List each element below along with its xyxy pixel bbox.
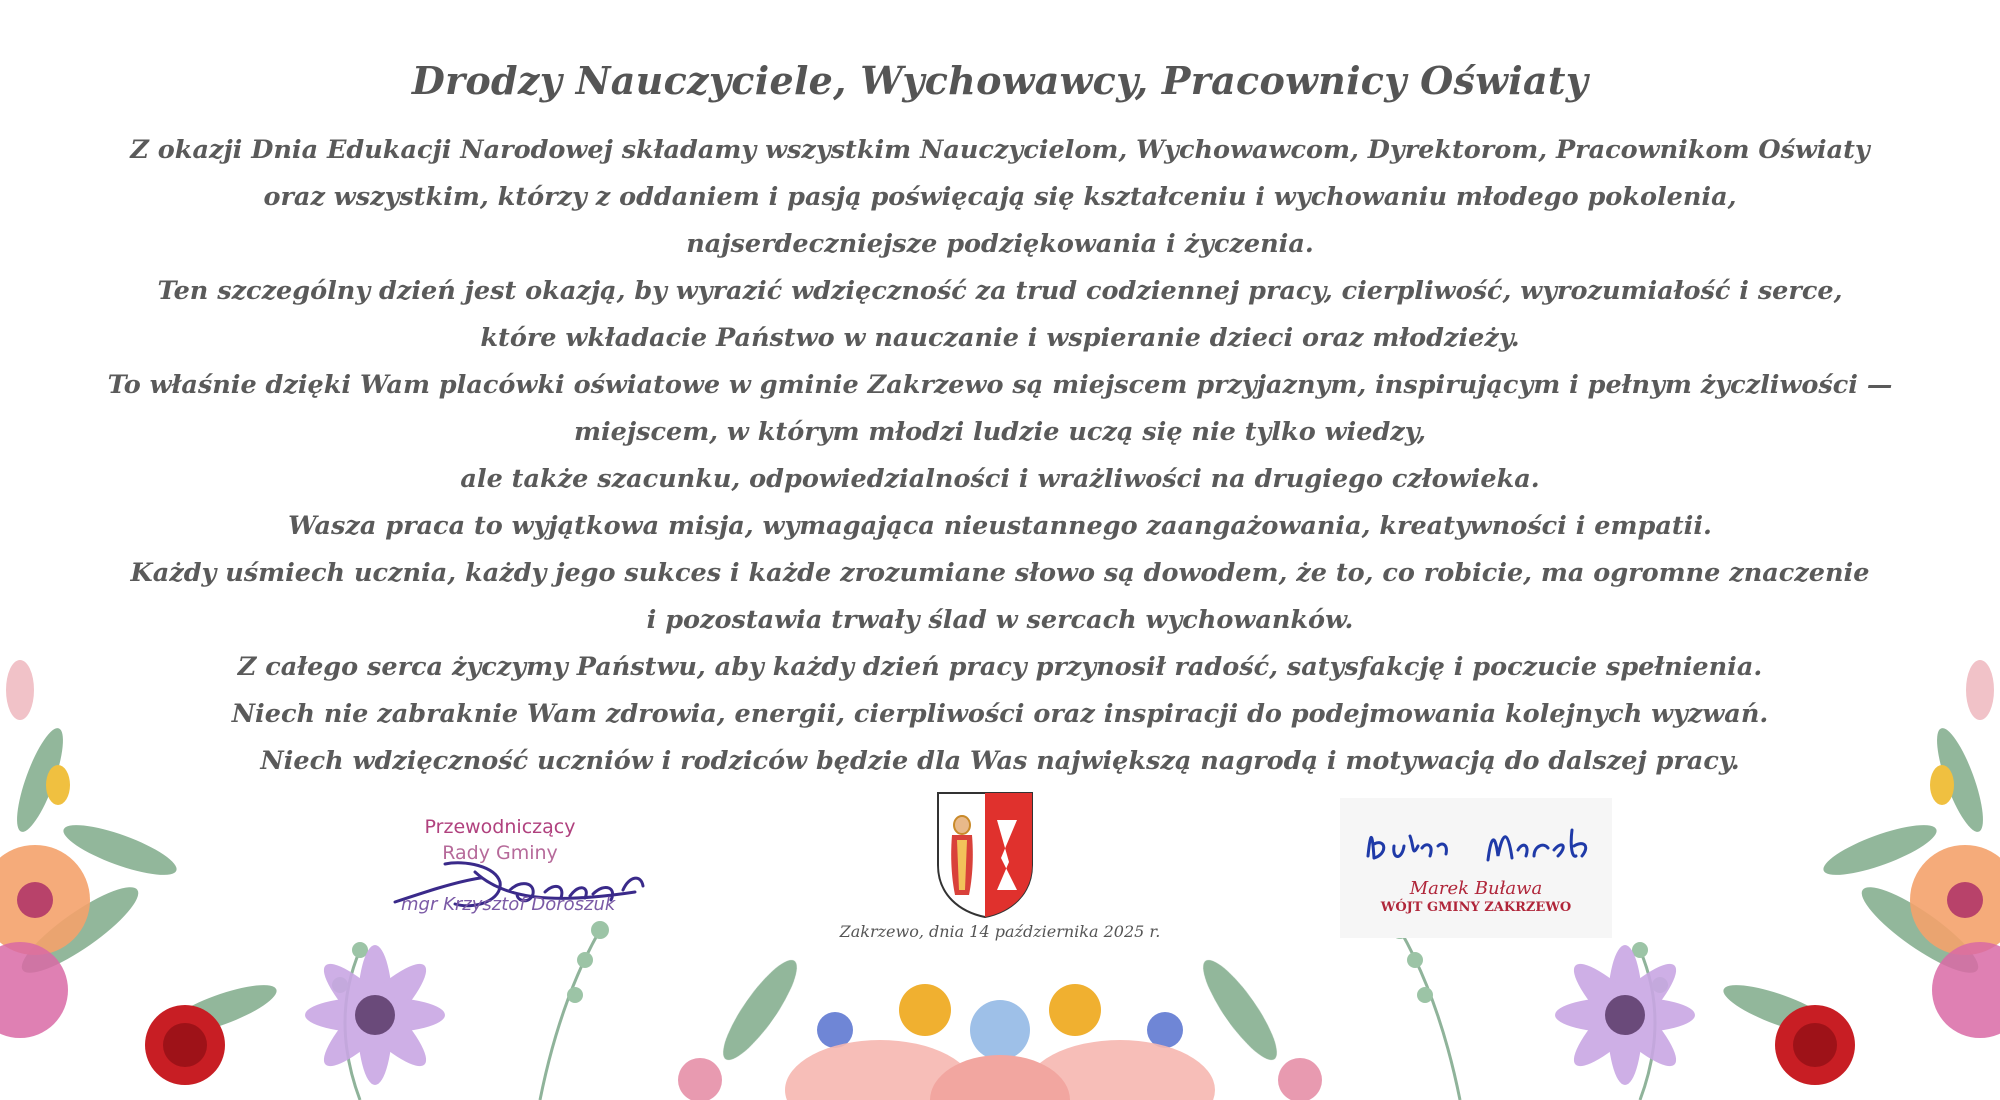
council-chair-signature (385, 812, 665, 922)
message-line: i pozostawia trwały ślad w sercach wychowanków. (646, 605, 1354, 635)
message-line: oraz wszystkim, którzy z oddaniem i pasją poświęcają się kształceniu i wychowaniu młodego pokolenia, (263, 182, 1737, 212)
message-line: najserdeczniejsze podziękowania i życzenia. (686, 229, 1314, 259)
message-line: Z całego serca życzymy Państwu, aby każdy dzień pracy przynosił radość, satysfakcję i poczucie spełnienia. (237, 652, 1763, 682)
message-line: Każdy uśmiech ucznia, każdy jego sukces i każde zrozumiane słowo są dowodem, że to, co robicie, ma ogromne znaczenie (130, 558, 1870, 588)
message-line: Niech nie zabraknie Wam zdrowia, energii, cierpliwości oraz inspiracji do podejmowania kolejnych wyzwań. (231, 699, 1769, 729)
page-title: Drodzy Nauczyciele, Wychowawcy, Pracownicy Oświaty (411, 58, 1589, 103)
signatory-name: mgr Krzysztof Doroszuk (401, 894, 616, 915)
message-line: które wkładacie Państwo w nauczanie i wspieranie dzieci oraz młodzieży. (480, 323, 1520, 353)
greeting-message (100, 127, 1900, 785)
mayor-signature (1340, 798, 1612, 938)
message-line: Wasza praca to wyjątkowa misja, wymagająca nieustannego zaangażowania, kreatywności i empatii. (288, 511, 1712, 541)
message-line: miejscem, w którym młodzi ludzie uczą się nie tylko wiedzy, (573, 417, 1427, 447)
message-line: Niech wdzięczność uczniów i rodziców będzie dla Was największą nagrodą i motywacją do dalszej pracy. (260, 746, 1740, 776)
handwritten-signature-icon (1358, 816, 1598, 876)
place-and-date: Zakrzewo, dnia 14 października 2025 r. (839, 922, 1161, 941)
signatory-role: WÓJT GMINY ZAKRZEWO (1380, 900, 1572, 915)
message-line: To właśnie dzięki Wam placówki oświatowe w gminie Zakrzewo są miejscem przyjaznym, inspirującym i pełnym życzliwości — (107, 370, 1893, 400)
message-line: Z okazji Dnia Edukacji Narodowej składamy wszystkim Nauczycielom, Wychowawcom, Dyrektorom, Pracownikom Oświaty (130, 135, 1870, 165)
signatory-role-line1: Przewodniczący (424, 816, 576, 838)
message-line: Ten szczególny dzień jest okazją, by wyrazić wdzięczność za trud codziennej pracy, cierpliwość, wyrozumiałość i serce, (157, 276, 1843, 306)
signatory-role-line2: Rady Gminy (442, 842, 558, 864)
message-line: ale także szacunku, odpowiedzialności i wrażliwości na drugiego człowieka. (460, 464, 1540, 494)
signatory-name: Marek Buława (1409, 878, 1543, 899)
zakrzewo-coat-of-arms-icon (935, 790, 1035, 920)
